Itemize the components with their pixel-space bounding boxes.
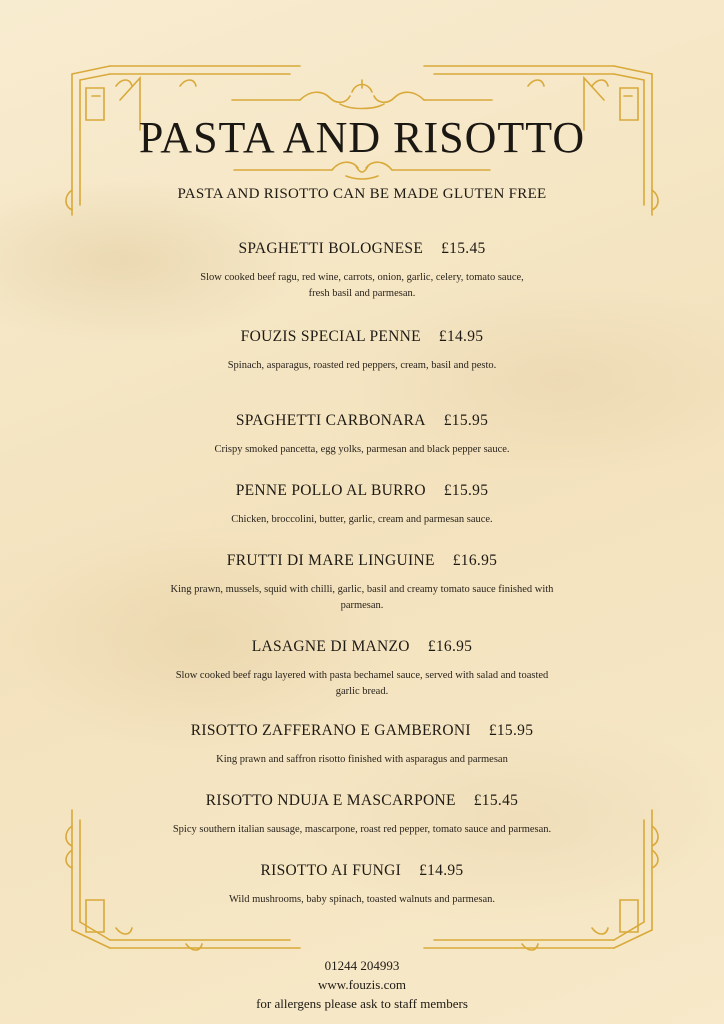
item-price: £16.95 [427,638,473,655]
menu-item [150,862,574,908]
item-name: RISOTTO ZAFFERANO E GAMBERONI [190,722,471,739]
item-price: £15.95 [443,412,489,429]
menu-item [150,482,574,528]
menu-item [150,240,574,302]
item-name: RISOTTO NDUJA E MASCARPONE [205,792,456,809]
menu-item [150,638,574,700]
website-url: www.fouzis.com [318,977,406,992]
item-price: £14.95 [438,328,484,345]
phone-number: 01244 204993 [324,958,400,973]
item-price: £15.95 [443,482,489,499]
menu-item [150,792,574,838]
item-description: Spicy southern italian sausage, mascarpone, roast red pepper, tomato sauce and parmesan. [172,824,552,835]
item-name: PENNE POLLO AL BURRO [235,482,426,499]
menu-item [150,328,574,374]
item-name: FRUTTI DI MARE LINGUINE [226,552,435,569]
item-description: Chicken, broccolini, butter, garlic, cream and parmesan sauce. [231,514,493,525]
item-description: Slow cooked beef ragu layered with pasta bechamel sauce, served with salad and toasted garlic bread. [175,670,549,697]
title-underline-ornament [234,162,490,179]
item-price: £16.95 [452,552,498,569]
item-description: Crispy smoked pancetta, egg yolks, parmesan and black pepper sauce. [214,444,510,455]
menu-item [150,722,574,768]
menu-item [150,412,574,458]
item-price: £15.95 [488,722,534,739]
item-description: King prawn, mussels, squid with chilli, garlic, basil and creamy tomato sauce finished with parmesan. [170,584,554,611]
item-description: King prawn and saffron risotto finished with asparagus and parmesan [216,754,508,765]
item-price: £15.45 [441,240,486,257]
item-name: FOUZIS SPECIAL PENNE [240,328,421,345]
gluten-free-note: PASTA AND RISOTTO CAN BE MADE GLUTEN FREE [177,186,547,202]
item-price: £14.95 [419,862,464,879]
item-name: LASAGNE DI MANZO [251,638,410,655]
allergen-note: for allergens please ask to staff members [256,996,468,1011]
item-name: RISOTTO AI FUNGI [260,862,402,879]
item-description: Slow cooked beef ragu, red wine, carrots, onion, garlic, celery, tomato sauce, fresh basil and parmesan. [200,272,524,299]
item-description: Wild mushrooms, baby spinach, toasted walnuts and parmesan. [228,894,496,905]
top-center-ornament [232,80,492,109]
item-name: SPAGHETTI BOLOGNESE [238,240,424,257]
item-name: SPAGHETTI CARBONARA [235,412,426,429]
menu-title: PASTA AND RISOTTO [138,113,586,162]
item-description: Spinach, asparagus, roasted red peppers, cream, basil and pesto. [227,360,497,371]
menu-item [150,552,574,614]
item-price: £15.45 [473,792,519,809]
